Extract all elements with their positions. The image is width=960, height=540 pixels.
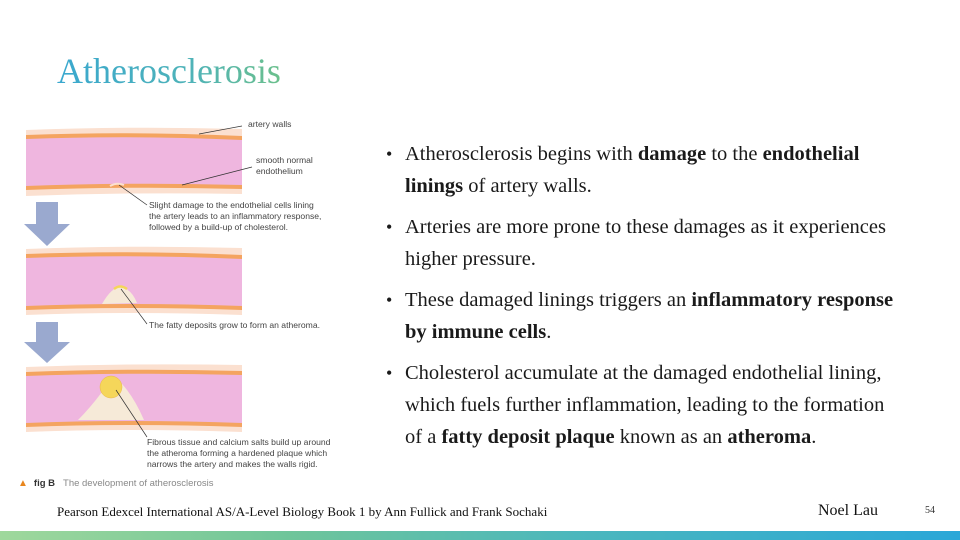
caption-text: The development of atherosclerosis xyxy=(63,478,214,489)
label-stage2: The fatty deposits grow to form an atheroma. xyxy=(149,320,321,330)
label-endothelium: endothelium xyxy=(256,166,303,176)
footer-gradient-bar xyxy=(0,531,960,540)
label-stage1-line3: followed by a build-up of cholesterol. xyxy=(149,222,289,232)
label-stage1-line2: the artery leads to an inflammatory response, xyxy=(149,211,322,221)
label-stage3-line3: narrows the artery and makes the walls rigid. xyxy=(147,459,318,469)
emphasis-text: inflammatory response by immune cells xyxy=(405,289,894,343)
label-stage3-line2: the atheroma forming a hardened plaque which xyxy=(147,448,328,458)
emphasis-text: endothelial linings xyxy=(405,143,860,197)
reference-text: Pearson Edexcel International AS/A-Level Biology Book 1 by Ann Fullick and Frank Sochaki xyxy=(57,504,548,519)
artery-atheroma xyxy=(26,247,242,324)
triangle-icon: ▲ xyxy=(18,478,28,489)
label-stage3-line1: Fibrous tissue and calcium salts build up around xyxy=(147,437,331,447)
artery-plaque xyxy=(26,364,242,437)
bullet-item xyxy=(386,211,906,275)
atherosclerosis-figure xyxy=(22,112,362,497)
artery-normal xyxy=(26,126,252,205)
bullet-text: Cholesterol accumulate at the damaged endothelial lining, which fuels further inflammation, leading to the formation of a xyxy=(405,362,885,448)
arrow-down-icon xyxy=(24,202,70,246)
slide-title: Atherosclerosis xyxy=(57,48,281,94)
bullet-list xyxy=(386,138,906,462)
bullet-text: Arteries are more prone to these damages as it experiences higher pressure. xyxy=(405,216,886,270)
bullet-text: to the xyxy=(706,143,763,165)
bullet-text: Atherosclerosis begins with xyxy=(405,143,638,165)
arrow-down-icon xyxy=(24,322,70,363)
bullet-item xyxy=(386,138,906,202)
bullet-item xyxy=(386,284,906,348)
author-name: Noel Lau xyxy=(818,502,878,519)
bullet-text: . xyxy=(811,426,817,448)
figure-caption xyxy=(18,478,214,489)
bullet-text: of artery walls. xyxy=(463,175,592,197)
emphasis-text: fatty deposit plaque xyxy=(441,426,615,448)
bullet-text: known as an xyxy=(614,426,728,448)
label-smooth-normal: smooth normal xyxy=(256,155,313,165)
label-stage1-line1: Slight damage to the endothelial cells lining xyxy=(149,200,314,210)
bullet-text: These damaged linings triggers an xyxy=(405,289,692,311)
caption-label: fig B xyxy=(33,478,56,489)
emphasis-text: atheroma xyxy=(727,426,812,448)
bullet-text: . xyxy=(546,321,552,343)
label-artery-walls: artery walls xyxy=(248,119,292,129)
bullet-item xyxy=(386,357,906,453)
page-number: 54 xyxy=(925,505,935,516)
emphasis-text: damage xyxy=(637,143,707,165)
